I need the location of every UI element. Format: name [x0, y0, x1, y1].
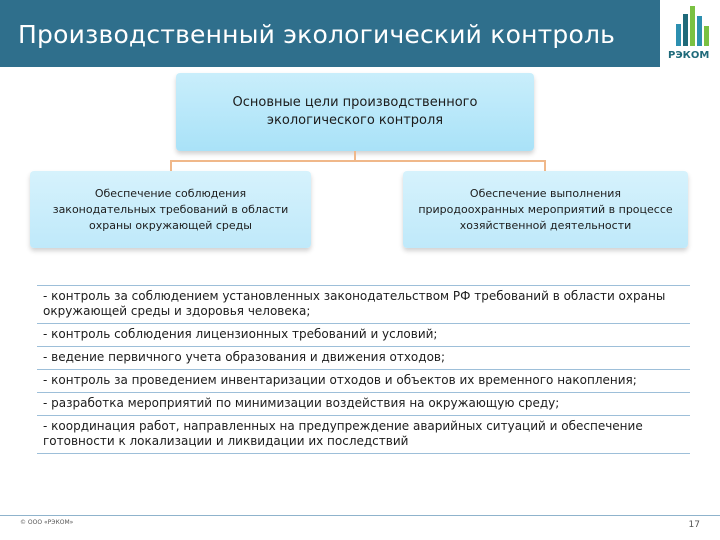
list-item: - контроль за соблюдением установленных законодательством РФ требований в области охраны окружающей среды и здоровья человека; — [37, 285, 690, 323]
right-goal-text: Обеспечение выполнения природоохранных мероприятий в процессе хозяйственной деятельности — [418, 186, 673, 232]
list-item: - разработка мероприятий по минимизации воздействия на окружающую среду; — [37, 392, 690, 415]
page-number: 17 — [688, 520, 700, 530]
copyright-text: © ООО «РЭКОМ» — [20, 519, 74, 526]
left-goal-box — [30, 171, 311, 248]
list-item: - координация работ, направленных на предупреждение аварийных ситуаций и обеспечение готовности к локализации и ликвидации их последствий — [37, 415, 690, 454]
header-bar — [0, 0, 660, 67]
main-goal-box — [176, 73, 534, 151]
connector-right — [544, 160, 546, 171]
list-item: - контроль соблюдения лицензионных требований и условий; — [37, 323, 690, 346]
list-item: - контроль за проведением инвентаризации отходов и объектов их временного накопления; — [37, 369, 690, 392]
logo-bars-icon — [672, 2, 712, 50]
logo-text: РЭКОМ — [668, 50, 710, 61]
connector-horizontal — [170, 160, 546, 162]
left-goal-text: Обеспечение соблюдения законодательных требований в области охраны окружающей среды — [52, 186, 289, 232]
connector-left — [170, 160, 172, 171]
main-goal-text: Основные цели производственного экологического контроля — [232, 95, 478, 128]
right-goal-box — [403, 171, 688, 248]
list-item: - ведение первичного учета образования и движения отходов; — [37, 346, 690, 369]
footer-divider — [0, 515, 720, 516]
page-title: Производственный экологический контроль — [18, 20, 616, 49]
tasks-list — [37, 285, 690, 454]
company-logo — [662, 0, 720, 67]
